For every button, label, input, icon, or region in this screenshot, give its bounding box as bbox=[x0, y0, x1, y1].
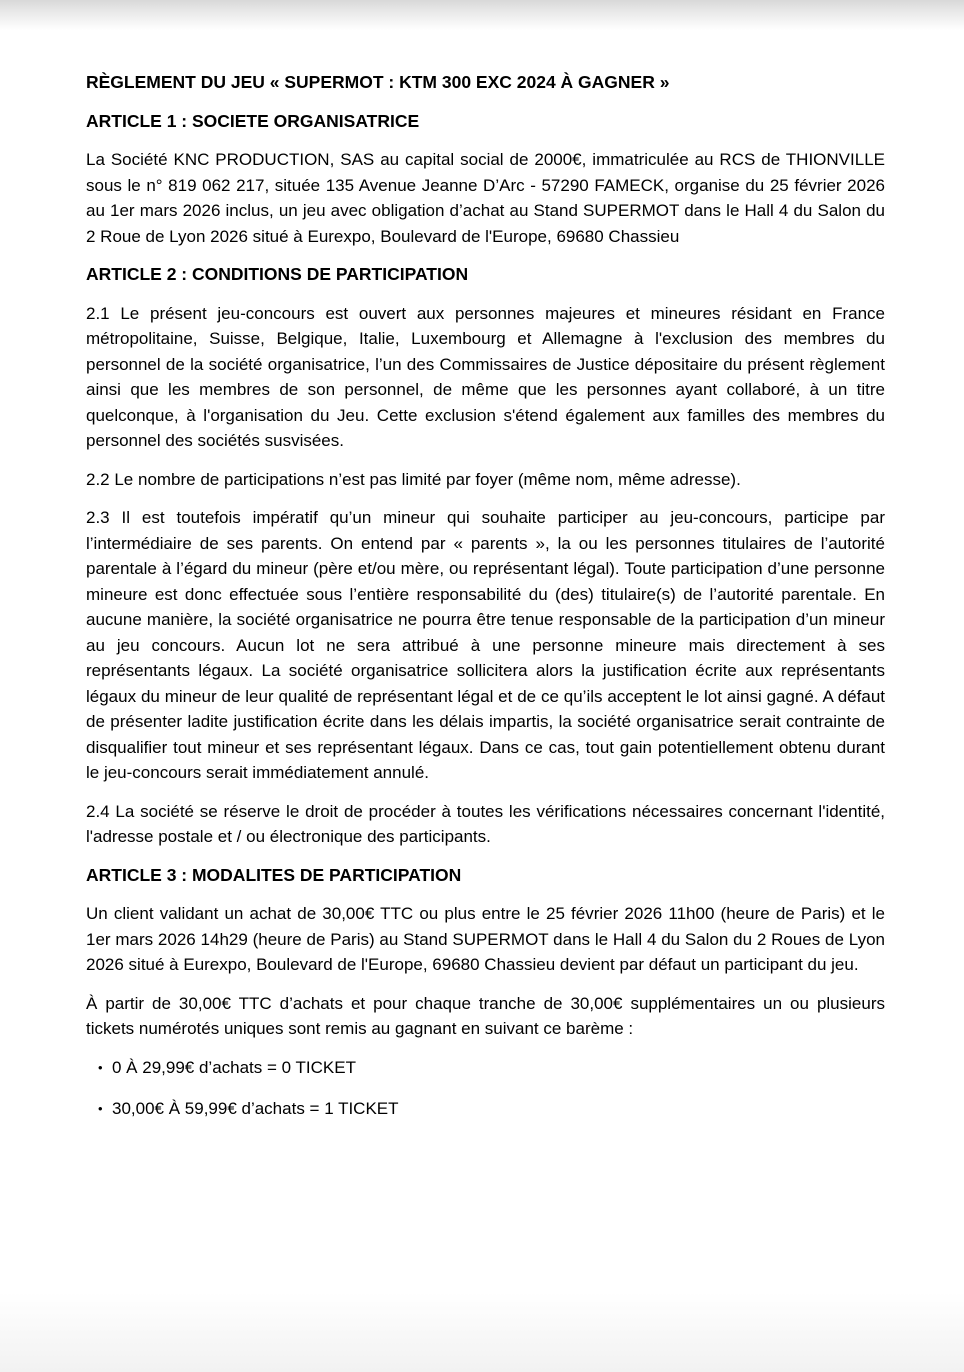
document-title: RÈGLEMENT DU JEU « SUPERMOT : KTM 300 EXC 2024 À GAGNER » bbox=[86, 72, 670, 92]
bullet-icon: • bbox=[98, 1059, 103, 1075]
bullet-icon: • bbox=[98, 1101, 103, 1116]
article-1-heading: ARTICLE 1 : SOCIETE ORGANISATRICE bbox=[86, 110, 420, 131]
article-1-paragraph: La Société KNC PRODUCTION, SAS au capital social de 2000€, immatriculée au RCS de THIONVILLE sous le n° 819 062 217, située 135 Avenue Jeanne D’Arc - 57290 FAMECK, organise du 25 février 2026 au 1er mars 2026 inclus, un jeu avec obligation d’achat au Stand SUPERMOT dans le Hall 4 du Salon du 2 Roue de Lyon 2026 situé à Eurexpo, Boulevard de l'Europe, 69680 Chassieu bbox=[86, 150, 885, 246]
page-bottom-shadow bbox=[0, 1292, 964, 1372]
section-article-3 bbox=[86, 863, 885, 1122]
ticket-scale-item bbox=[98, 1055, 885, 1081]
article-2-heading: ARTICLE 2 : CONDITIONS DE PARTICIPATION bbox=[86, 264, 469, 284]
article-3-paragraph-1: Un client validant un achat de 30,00€ TTC ou plus entre le 25 février 2026 11h00 (heure de Paris) et le 1er mars 2026 14h29 (heure de Paris) au Stand SUPERMOT dans le Hall 4 du Salon du 2 Roues de Lyon 2026 situé à Eurexpo, Boulevard de l'Europe, 69680 Chassieu devient par défaut un participant du jeu. bbox=[86, 904, 885, 974]
section-article-2 bbox=[86, 262, 885, 850]
ticket-scale-item bbox=[98, 1096, 885, 1122]
article-2-clause-2-2: 2.2 Le nombre de participations n’est pas limité par foyer (même nom, même adresse). bbox=[86, 469, 741, 489]
article-3-paragraph-2: À partir de 30,00€ TTC d’achats et pour chaque tranche de 30,00€ supplémentaires un ou plusieurs tickets numérotés uniques sont remis au gagnant en suivant ce barème : bbox=[86, 993, 885, 1038]
ticket-scale-item-text: 30,00€ À 59,99€ d’achats = 1 TICKET bbox=[112, 1099, 399, 1118]
article-2-clause-2-4: 2.4 La société se réserve le droit de procéder à toutes les vérifications nécessaires concernant l'identité, l'adresse postale et / ou électronique des participants. bbox=[86, 801, 885, 846]
article-2-clause-2-1: 2.1 Le présent jeu-concours est ouvert aux personnes majeures et mineures résidant en France métropolitaine, Suisse, Belgique, Italie, Luxembourg et Allemagne à l'exclusion des membres du personnel de la société organisatrice, l’un des Commissaires de Justice dépositaire du présent règlement ainsi que les membres de son personnel, de même que les personnes ayant collaboré, à un titre quelconque, à l'organisation du Jeu. Cette exclusion s'étend également aux familles des membres du personnel des sociétés susvisées. bbox=[86, 303, 885, 450]
ticket-scale-list bbox=[86, 1055, 885, 1122]
section-article-1 bbox=[86, 109, 885, 250]
document-page bbox=[86, 70, 885, 1138]
article-3-heading: ARTICLE 3 : MODALITES DE PARTICIPATION bbox=[86, 864, 462, 885]
article-2-clause-2-3: 2.3 Il est toutefois impératif qu’un mineur qui souhaite participer au jeu-concours, participe par l’intermédiaire de ses parents. On entend par « parents », la ou les personnes titulaires de l’autorité parentale à l’égard du mineur (père et/ou mère, ou représentant légal). Toute participation d’une personne mineure est donc effectuée sous l’entière responsabilité du (des) titulaire(s) de l’autorité parentale. En aucune manière, la société organisatrice ne pourra être tenue responsable de la participation d’un mineur au jeu concours. Aucun lot ne sera attribué à une personne mineure mais directement à ses représentants légaux. La société organisatrice sollicitera alors la justification écrite aux représentants légaux du mineur de leur qualité de représentant légal et de ce qu’ils acceptent le lot ainsi gagné. A défaut de présenter ladite justification écrite dans les délais impartis, la société organisatrice serait contrainte de disqualifier tout mineur et ses représentant légaux. Dans ce cas, tout gain potentiellement obtenu durant le jeu-concours serait immédiatement annulé. bbox=[86, 508, 885, 782]
page-top-shadow bbox=[0, 0, 964, 30]
ticket-scale-item-text: 0 À 29,99€ d’achats = 0 TICKET bbox=[112, 1057, 356, 1077]
